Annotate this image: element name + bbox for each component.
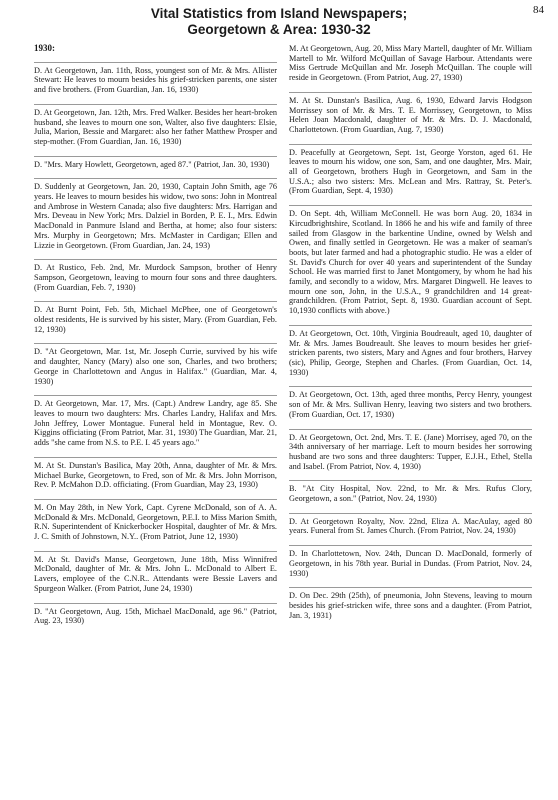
entry-divider — [34, 457, 277, 458]
vital-record-entry: D. At Georgetown Royalty, Nov. 22nd, Eliza A. MacAulay, aged 80 years. Funeral from St. James Church. (From Patriot, Nov. 24, 1930) — [289, 516, 532, 536]
entry-divider — [289, 325, 532, 326]
entry-divider — [289, 587, 532, 588]
page-number: 84 — [533, 4, 544, 16]
vital-record-entry: D. At Georgetown, Oct. 10th, Virginia Boudreault, aged 10, daughter of Mr. & Mrs. James Boudreault. She leaves to mourn besides her grief-stricken parents, two sisters, Mary and Agnes and four brothers, Harvey (sic), Philip, George, Stephen and Charles. (From Guardian, Oct. 14, 1930) — [289, 328, 532, 377]
left-column — [34, 44, 277, 635]
entry-divider — [34, 62, 277, 63]
entry-divider — [289, 144, 532, 145]
vital-record-entry: D. Suddenly at Georgetown, Jan. 20, 1930, Captain John Smith, age 76 years. He leaves to mourn besides his widow, two sons: John in Montreal and Ambrose in Western Canada; also five daughters: Mrs. Harrigan and Mrs. Deveau in New York; Mrs. Dalziel in Borden, P. E. I., Mrs. Edwin MacDonald in Panmure Island and Bertha, at home; also four sisters: Mrs. Murphy in Georgetown; Mrs. McMaster in Cardigan; Ellen and Lizzie in Georgetown. (From Guardian, Jan. 24, 193) — [34, 182, 277, 250]
entry-divider — [34, 395, 277, 396]
entry-divider — [289, 513, 532, 514]
vital-record-entry: D. At Georgetown, Jan. 11th, Ross, youngest son of Mr. & Mrs. Allister Stewart: He leaves to mourn besides his grief-stricken parents, one sister and five brothers. (From Guardian, Jan. 16, 1930) — [34, 65, 277, 95]
vital-record-entry: D. At Rustico, Feb. 2nd, Mr. Murdock Sampson, brother of Henry Sampson, Georgetown, leaving to mourn four sons and three daughters. (From Guardian, Feb. 7, 1930) — [34, 263, 277, 292]
vital-record-entry: M. At St. David's Manse, Georgetown, June 18th, Miss Winnifred McDonald, daughter of Mr. & Mrs. John L. McDonald to Albert E. Lavers, employee of the C.N.R.. Attendants were Bessie Lavers and Spurgeon Walker. (From Patriot, June 24, 1930) — [34, 554, 277, 593]
vital-record-entry: D. "At Georgetown, Mar. 1st, Mr. Joseph Currie, survived by his wife and daughter, Nancy (Mary) also one son, Charles, and two brothers; George in Charlottetown and Angus in Halifax." (Guardian, Mar. 4, 1930) — [34, 347, 277, 386]
entry-divider — [34, 259, 277, 260]
vital-record-entry: B. "At City Hospital, Nov. 22nd, to Mr. & Mrs. Rufus Clory, Georgetown, a son." (Patriot, Nov. 24, 1930) — [289, 484, 532, 504]
entry-divider — [34, 178, 277, 179]
entry-divider — [34, 603, 277, 604]
vital-record-entry: D. "Mrs. Mary Howlett, Georgetown, aged 87." (Patriot, Jan. 30, 1930) — [34, 159, 270, 169]
title-line-2: Georgetown & Area: 1930-32 — [187, 22, 371, 37]
entry-divider — [34, 301, 277, 302]
vital-record-entry: D. At Georgetown, Oct. 2nd, Mrs. T. E. (Jane) Morrisey, aged 70, on the 34th anniversary of her marriage. Left to mourn besides her sorrowing husband are two sons and three daughters: Tupper, E.J.H., Ethel, Stella and Isabel. (From Patriot, Nov. 4, 1930) — [289, 432, 532, 471]
vital-record-entry: M. At Georgetown, Aug. 20, Miss Mary Martell, daughter of Mr. William Martell to Mr. Wilford McQuillan of Savage Harbour. Attendants were Miss Gertrude McQuillan and Mr. Joseph McQuillan. The couple will reside in Georgetown. (From Patriot, Aug. 27, 1930) — [289, 44, 532, 83]
vital-record-entry: D. At Georgetown, Jan. 12th, Mrs. Fred Walker. Besides her heart-broken husband, she leaves to mourn one son, Walter, also five daughters: Elsie, Julia, Marion, Bessie and Margaret: also her father Matthew Prosper and step-mother. (From Guardian, Jan. 16, 1930) — [34, 107, 277, 146]
vital-record-entry: D. On Sept. 4th, William McConnell. He was born Aug. 20, 1834 in Kircudbrightshire, Scotland. In 1866 he and his wife and family of three sailed from Glasgow in the barkentine Undine, owned by Welsh and Owen, and finally settled in Georgetown. He was a maker of seaman's boots, but later farmed and had a photographic studio. He was a elder of St. David's Church for over 40 years and superintendent of the Sunday School. He was married first to Janet Montgomery, by whom he had his family, and secondly to a widow, Mrs. Margaret Dingwell. He leaves to mourn one son, John, in the U.S.A., 9 grandchildren and 14 great-grandchildren. (From Patriot, Sept. 8, 1930. Guardian account of Sept. 10,1930 conflicts with above.) — [289, 209, 532, 316]
entry-divider — [289, 480, 532, 481]
entry-divider — [34, 104, 277, 105]
entry-divider — [289, 429, 532, 430]
right-column — [289, 44, 532, 629]
vital-record-entry: M. At St. Dunstan's Basilica, May 20th, Anna, daughter of Mr. & Mrs. Michael Burke, Georgetown, to Fred, son of Mr. & Mrs. John Morrison, Rev. P. McMahon D.D. officiating. (From Guardian, May 23, 1930) — [34, 460, 277, 490]
vital-record-entry: D. At Georgetown, Oct. 13th, aged three months, Percy Henry, youngest son of Mr. & Mrs. Sullivan Henry, leaving two sisters and two brothers. (From Guardian, Oct. 17, 1930) — [289, 390, 532, 419]
entry-divider — [289, 386, 532, 387]
vital-record-entry: D. On Dec. 29th (25th), of pneumonia, John Stevens, leaving to mourn besides his grief-stricken wife, three sons and a daughter. (From Patriot, Jan. 3, 1931) — [289, 591, 532, 620]
year-heading: 1930: — [34, 43, 55, 53]
page-title — [0, 6, 558, 38]
entry-divider — [289, 205, 532, 206]
vital-record-entry: D. Peacefully at Georgetown, Sept. 1st, George Yorston, aged 61. He leaves to mourn his widow, one son, Sam, and one daughter, Mrs. Mair, all of Georgetown, brothers Hugh in Georgetown, and Sam in the U.S.A.; also two sisters: Mrs. McLean and Mrs. Rattray, St. Peter's. (From Guardian, Sept. 4, 1930) — [289, 147, 532, 196]
entry-divider — [34, 343, 277, 344]
entry-divider — [34, 551, 277, 552]
vital-record-entry: D. At Burnt Point, Feb. 5th, Michael McPhee, one of Georgetown's oldest residents, He is survived by his sister, Mary. (From Guardian, Feb. 12, 1930) — [34, 305, 277, 334]
entry-divider — [34, 499, 277, 500]
title-line-1: Vital Statistics from Island Newspapers; — [150, 6, 408, 21]
vital-record-entry: M. At St. Dunstan's Basilica, Aug. 6, 1930, Edward Jarvis Hodgson Morrissey son of Mr. & Mrs. T. E. Morrissey, Georgetown, to Miss Helen Joan Macdonald, daughter of Mr. & Mrs. D. J. Macdonald, Charlottetown. (From Guardian, Aug. 7, 1930) — [289, 95, 532, 134]
entry-divider — [289, 545, 532, 546]
vital-record-entry: D. At Georgetown, Mar. 17, Mrs. (Capt.) Andrew Landry, age 85. She leaves to mourn two daughters: Mrs. Charles Landry, Halifax and Mrs. John Jeffrey, Lower Montague. Funeral held in Montague, Rev. O. Kiggins officiating (From Patriot, Mar. 31, 1930) The Guardian, Mar. 21, adds "she came from N.S. to P.E. I. 45 years ago." — [34, 399, 277, 448]
entry-divider — [289, 92, 532, 93]
vital-record-entry: D. "At Georgetown, Aug. 15th, Michael MacDonald, age 96." (Patriot, Aug. 23, 1930) — [34, 606, 277, 626]
entry-divider — [34, 156, 277, 157]
vital-record-entry: D. In Charlottetown, Nov. 24th, Duncan D. MacDonald, formerly of Georgetown, in his 78th year. Burial in Dundas. (From Patriot, Nov. 24, 1930) — [289, 549, 532, 578]
vital-record-entry: M. On May 28th, in New York, Capt. Cyrene McDonald, son of A. A. McDonald & Mrs. McDonald, Georgetown, P.E.I. to Miss Marion Smith, R.N. Superintendent of Knickerbocker Hospital, daughter of Mr. & Mrs. J. C. Smith of Johnstown, N.Y.. (From Patriot, June 12, 1930) — [34, 502, 277, 542]
